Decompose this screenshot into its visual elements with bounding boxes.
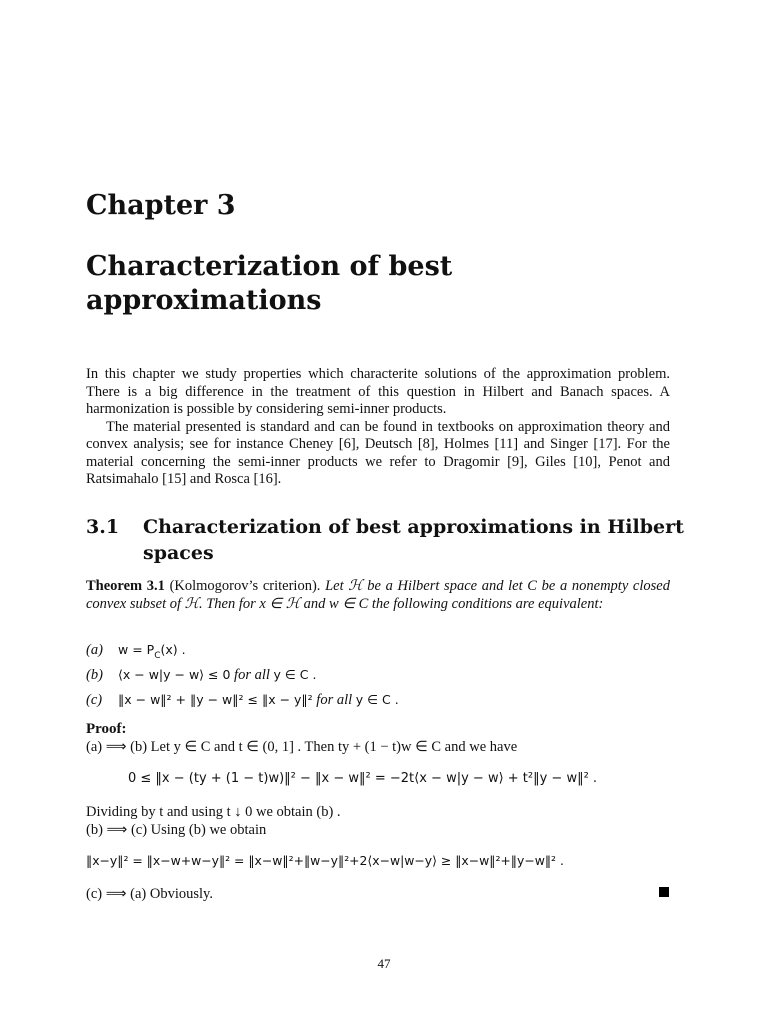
intro-text (86, 366, 670, 489)
condition-text: for all (312, 692, 356, 708)
proof-line-3: (b) ⟹ (c) Using (b) we obtain (86, 822, 267, 838)
display-equation-2: ‖x−y‖² = ‖x−w+w−y‖² = ‖x−w‖²+‖w−y‖²+2⟨x−w|w−y⟩ ≥ ‖x−w‖²+‖y−w‖² . (86, 853, 564, 868)
theorem-name: (Kolmogorov’s criterion). (164, 578, 321, 594)
intro-paragraph-1: In this chapter we study properties which characterite solutions of the approximation problem. There is a big difference in the treatment of this question in Hilbert and Banach spaces. A harmonization is possible by considering semi-inner products. (86, 366, 670, 417)
condition-math-tail: y ∈ C . (273, 667, 317, 682)
condition-math-tail: y ∈ C . (355, 692, 399, 707)
section-title: Characterization of best approximations in Hilbert spaces (143, 516, 684, 564)
condition-text: for all (230, 667, 274, 683)
condition-label: (b) (86, 667, 103, 683)
qed-square-icon (659, 887, 669, 897)
condition-label: (c) (86, 692, 103, 708)
proof-line-1: (a) ⟹ (b) Let y ∈ C and t ∈ (0, 1] . Then ty + (1 − t)w ∈ C and we have (86, 739, 518, 755)
proof-line-4: (c) ⟹ (a) Obviously. (86, 886, 213, 902)
proof-line-2: Dividing by t and using t ↓ 0 we obtain (b) . (86, 804, 341, 820)
proof-heading: Proof: (86, 721, 127, 737)
condition-label: (a) (86, 642, 103, 658)
display-equation-1: 0 ≤ ‖x − (ty + (1 − t)w)‖² − ‖x − w‖² = −2t⟨x − w|y − w⟩ + t²‖y − w‖² . (128, 771, 598, 786)
page-number: 47 (377, 956, 391, 971)
condition-c (86, 692, 399, 709)
theorem-label: Theorem 3.1 (86, 578, 165, 594)
section-number: 3.1 (86, 516, 120, 538)
condition-subscript: C (154, 650, 161, 661)
intro-paragraph-2: The material presented is standard and can be found in textbooks on approximation theory and convex analysis; see for instance Cheney [6], Deutsch [8], Holmes [11] and Singer [17]. For the material concerning the semi-inner products we refer to Dragomir [9], Giles [10], Penot and Ratsimahalo [15] and Rosca [16]. (86, 418, 670, 487)
theorem-statement: Let ℋ be a Hilbert space and let C be a nonempty closed convex subset of ℋ. Then for x ∈ ℋ and w ∈ C the following conditions are equivalent: (86, 578, 670, 612)
condition-math: ‖x − w‖² + ‖y − w‖² ≤ ‖x − y‖² (118, 692, 313, 707)
condition-b (86, 667, 316, 684)
condition-math: w = P (118, 642, 155, 657)
condition-a (86, 642, 186, 661)
condition-math-tail: (x) . (160, 642, 186, 657)
chapter-label: Chapter 3 (86, 190, 236, 221)
condition-math: ⟨x − w|y − w⟩ ≤ 0 (118, 667, 231, 682)
chapter-title: Characterization of best approximations (86, 251, 453, 316)
theorem (86, 578, 670, 613)
